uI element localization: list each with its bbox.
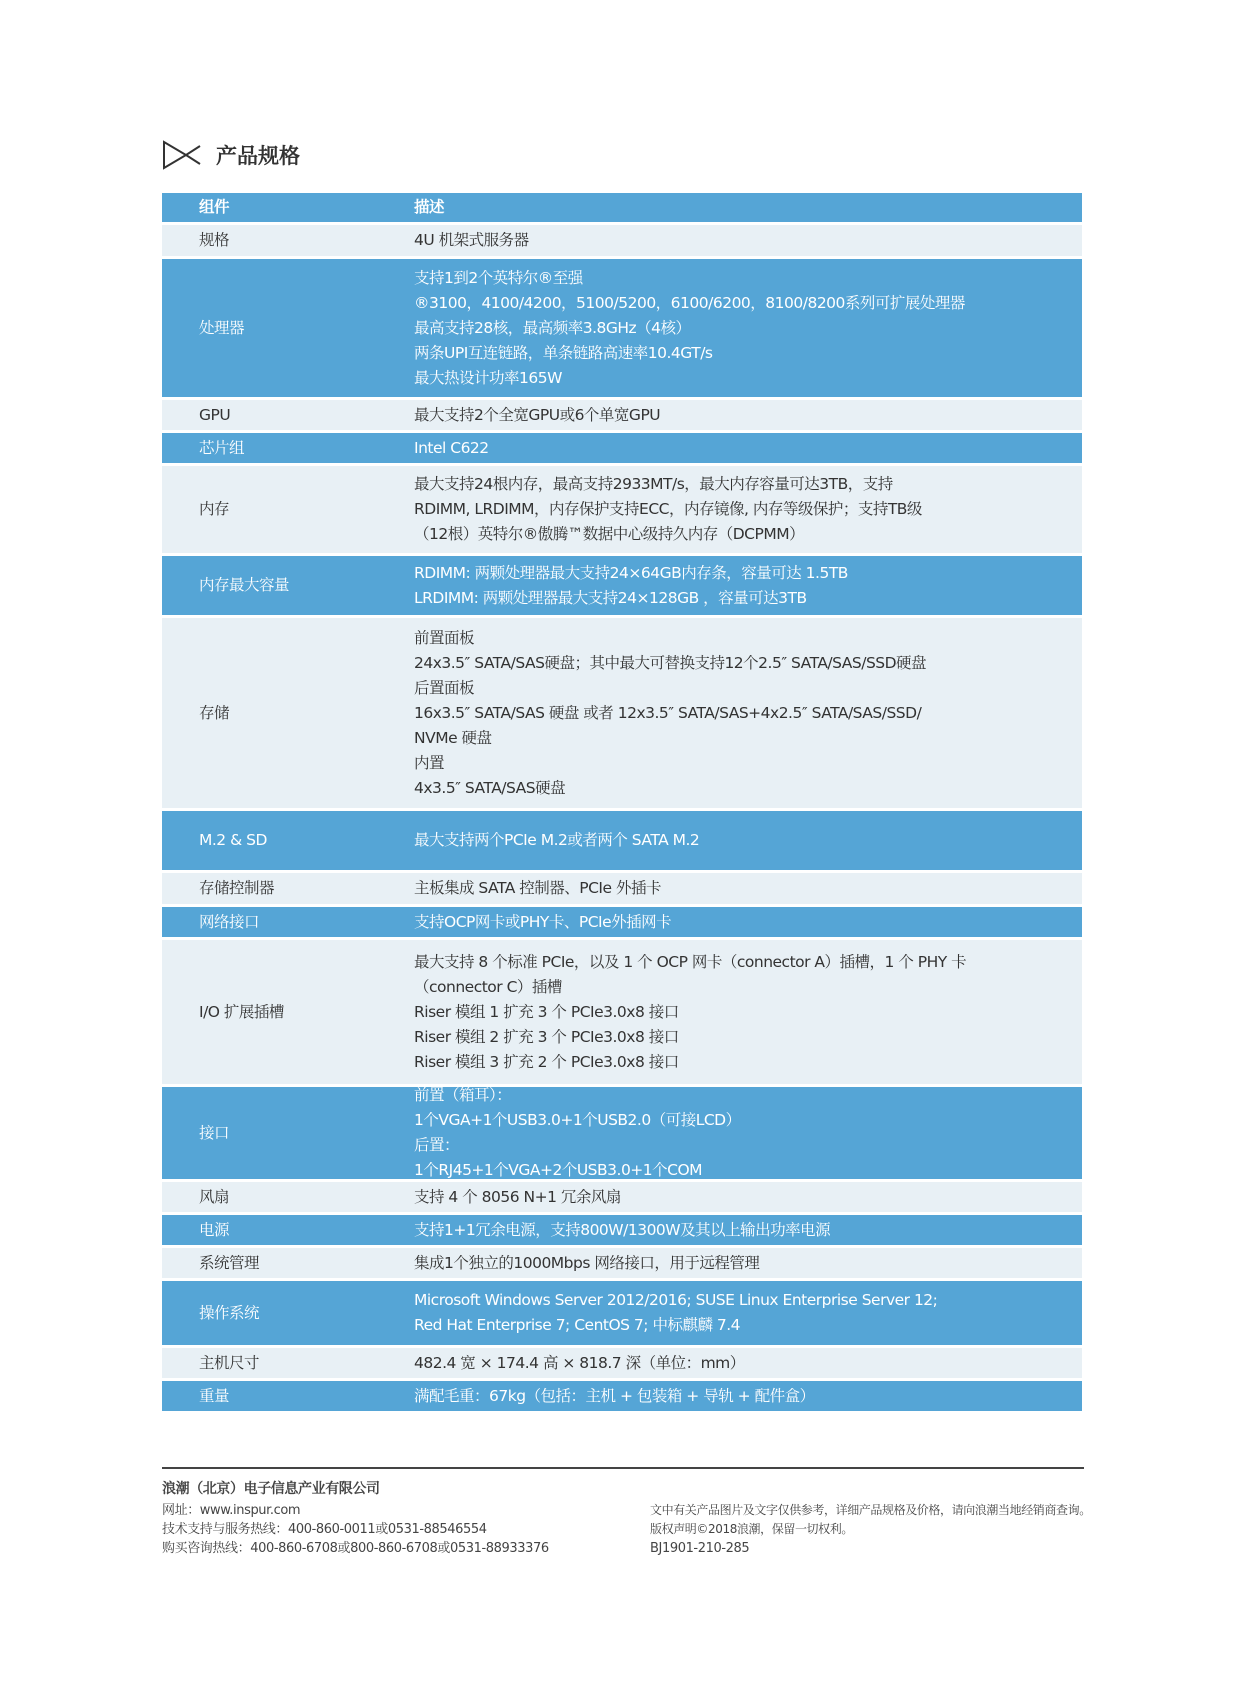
description-line: 最大热设计功率165W	[414, 368, 562, 387]
description-line: 4x3.5″ SATA/SAS硬盘	[414, 778, 566, 797]
table-row	[162, 618, 1082, 808]
component-cell: 风扇	[199, 1187, 230, 1206]
description-line: 16x3.5″ SATA/SAS 硬盘 或者 12x3.5″ SATA/SAS+4x2.5″ SATA/SAS/SSD/	[414, 703, 922, 722]
website: 网址：www.inspur.com	[162, 1503, 301, 1518]
spec-table	[162, 193, 1082, 1414]
table-header	[162, 193, 1082, 222]
table-row	[162, 433, 1082, 463]
description-line: LRDIMM: 两颗处理器最大支持24×128GB ，容量可达3TB	[414, 588, 807, 607]
description-cell	[414, 436, 1082, 461]
description-line: Riser 模组 3 扩充 2 个 PCIe3.0x8 接口	[414, 1052, 679, 1071]
description-line: NVMe 硬盘	[414, 728, 492, 747]
description-line: 24x3.5″ SATA/SAS硬盘；其中最大可替换支持12个2.5″ SATA/SAS/SSD硬盘	[414, 653, 927, 672]
description-cell	[414, 1185, 1082, 1210]
component-cell: 芯片组	[199, 438, 245, 457]
description-line: 内置	[414, 753, 445, 772]
table-row	[162, 940, 1082, 1084]
description-line: 最大支持两个PCIe M.2或者两个 SATA M.2	[414, 831, 700, 849]
description-line: Intel C622	[414, 438, 489, 457]
footer-contact	[162, 1480, 549, 1558]
section-title: 产品规格	[216, 144, 300, 168]
description-line: Microsoft Windows Server 2012/2016; SUSE Linux Enterprise Server 12;	[414, 1291, 938, 1309]
table-row	[162, 400, 1082, 430]
description-line: 满配毛重：67kg（包括：主机 + 包装箱 + 导轨 + 配件盒）	[414, 1386, 815, 1405]
section-header	[162, 140, 300, 170]
description-cell	[414, 828, 1082, 853]
table-row	[162, 1215, 1082, 1245]
header-component: 组件	[199, 198, 230, 216]
description-line: Riser 模组 1 扩充 3 个 PCIe3.0x8 接口	[414, 1002, 679, 1021]
table-row	[162, 1248, 1082, 1278]
description-cell	[414, 876, 1082, 901]
description-line: Red Hat Enterprise 7; CentOS 7; 中标麒麟 7.4	[414, 1316, 741, 1334]
description-line: 前置面板	[414, 628, 475, 647]
description-line: 支持1到2个英特尔®至强	[414, 268, 583, 287]
table-row	[162, 225, 1082, 256]
bowtie-arrow-icon	[162, 140, 202, 170]
description-cell	[414, 472, 1082, 547]
description-line: （connector C）插槽	[414, 977, 562, 996]
doc-code: BJ1901-210-285	[650, 1541, 750, 1556]
footer-legal	[650, 1501, 1091, 1558]
component-cell: 系统管理	[199, 1253, 260, 1272]
component-cell: 主机尺寸	[199, 1353, 260, 1372]
description-line: 主板集成 SATA 控制器、PCIe 外插卡	[414, 879, 661, 897]
description-line: 482.4 宽 × 174.4 高 × 818.7 深（单位：mm）	[414, 1353, 745, 1372]
header-description: 描述	[414, 198, 445, 216]
component-cell: 重量	[199, 1386, 230, 1405]
table-row	[162, 1182, 1082, 1212]
component-cell: 处理器	[199, 318, 245, 337]
description-line: 支持1+1冗余电源，支持800W/1300W及其以上输出功率电源	[414, 1220, 831, 1239]
description-line: 后置：	[414, 1136, 460, 1154]
component-cell: 网络接口	[199, 912, 260, 931]
component-cell: 操作系统	[199, 1303, 260, 1322]
description-line: 两条UPI互连链路，单条链路高速率10.4GT/s	[414, 343, 713, 362]
component-cell: 内存最大容量	[199, 576, 290, 594]
description-line: RDIMM, LRDIMM，内存保护支持ECC，内存镜像, 内存等级保护；支持TB级	[414, 500, 922, 518]
description-cell	[414, 626, 1082, 801]
component-cell: 电源	[199, 1220, 230, 1239]
component-cell: GPU	[199, 405, 231, 424]
description-line: ®3100，4100/4200，5100/5200，6100/6200，8100/8200系列可扩展处理器	[414, 293, 965, 312]
table-row	[162, 466, 1082, 553]
disclaimer: 文中有关产品图片及文字仅供参考，详细产品规格及价格，请向浪潮当地经销商查询。	[650, 1503, 1091, 1517]
description-line: Riser 模组 2 扩充 3 个 PCIe3.0x8 接口	[414, 1027, 679, 1046]
table-row	[162, 811, 1082, 870]
description-line: 支持OCP网卡或PHY卡、PCIe外插网卡	[414, 912, 672, 931]
component-cell: 存储控制器	[199, 879, 275, 897]
description-cell	[414, 910, 1082, 935]
component-cell: 规格	[199, 231, 230, 249]
description-cell	[414, 1351, 1082, 1376]
description-cell	[414, 1083, 1082, 1183]
footer-divider	[162, 1467, 1084, 1469]
description-line: 1个VGA+1个USB3.0+1个USB2.0（可接LCD）	[414, 1111, 741, 1129]
description-line: 最大支持24根内存，最高支持2933MT/s，最大内存容量可达3TB，支持	[414, 475, 893, 493]
description-cell	[414, 228, 1082, 253]
component-cell: 接口	[199, 1123, 230, 1142]
component-cell: 存储	[199, 703, 230, 722]
description-cell	[414, 1218, 1082, 1243]
description-line: 最高支持28核，最高频率3.8GHz（4核）	[414, 318, 691, 337]
description-line: 后置面板	[414, 678, 475, 697]
copyright: 版权声明©2018浪潮，保留一切权利。	[650, 1522, 853, 1536]
table-row	[162, 1281, 1082, 1345]
description-line: 集成1个独立的1000Mbps 网络接口，用于远程管理	[414, 1253, 760, 1272]
description-line: 4U 机架式服务器	[414, 231, 529, 249]
company-name: 浪潮（北京）电子信息产业有限公司	[162, 1481, 380, 1497]
description-line: RDIMM: 两颗处理器最大支持24×64GB内存条，容量可达 1.5TB	[414, 563, 848, 582]
description-line: （12根）英特尔®傲腾™数据中心级持久内存（DCPMM）	[414, 525, 805, 543]
description-line: 最大支持 8 个标准 PCIe，以及 1 个 OCP 网卡（connector A）插槽，1 个 PHY 卡	[414, 952, 967, 971]
description-cell	[414, 1251, 1082, 1276]
table-row	[162, 259, 1082, 397]
description-cell	[414, 1384, 1082, 1409]
table-row	[162, 873, 1082, 904]
description-line: 1个RJ45+1个VGA+2个USB3.0+1个COM	[414, 1161, 703, 1179]
description-cell	[414, 950, 1082, 1075]
component-cell: M.2 & SD	[199, 831, 267, 849]
component-cell: I/O 扩展插槽	[199, 1002, 284, 1021]
description-cell	[414, 266, 1082, 391]
description-line: 最大支持2个全宽GPU或6个单宽GPU	[414, 405, 661, 424]
table-row	[162, 1087, 1082, 1179]
description-cell	[414, 561, 1082, 611]
sales-hotline: 购买咨询热线：400-860-6708或800-860-6708或0531-88933376	[162, 1541, 549, 1556]
table-row	[162, 1381, 1082, 1411]
support-hotline: 技术支持与服务热线：400-860-0011或0531-88546554	[162, 1522, 487, 1537]
description-cell	[414, 403, 1082, 428]
description-line: 支持 4 个 8056 N+1 冗余风扇	[414, 1187, 621, 1206]
description-line: 前置（箱耳）：	[414, 1086, 512, 1104]
table-row	[162, 1348, 1082, 1378]
component-cell: 内存	[199, 500, 230, 518]
table-row	[162, 556, 1082, 615]
table-row	[162, 907, 1082, 937]
description-cell	[414, 1288, 1082, 1338]
